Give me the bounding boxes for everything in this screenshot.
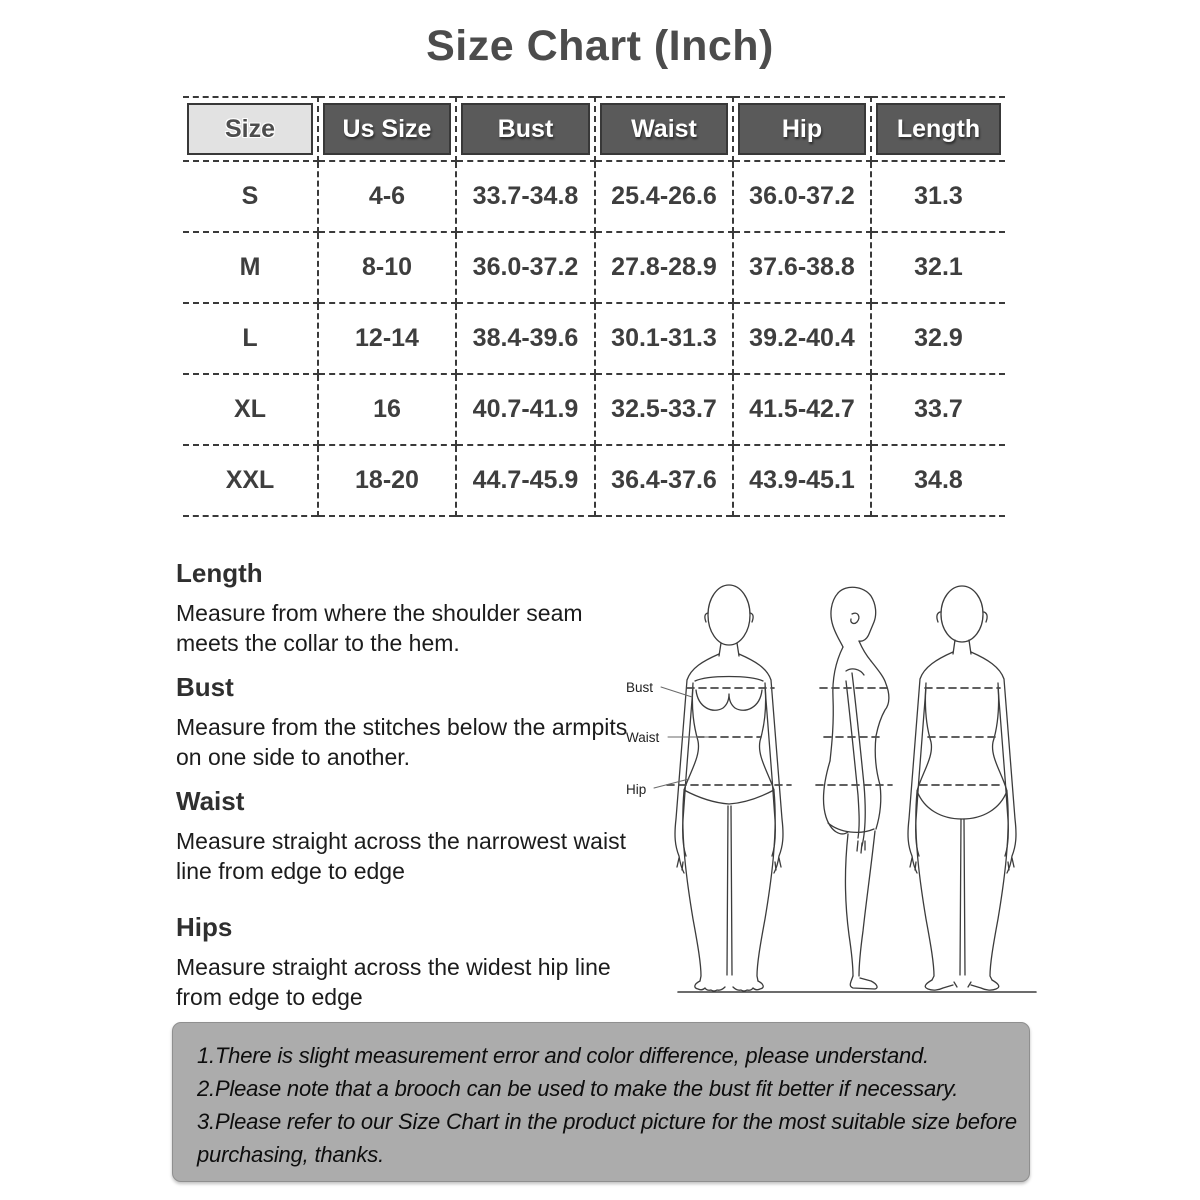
cell-length: 32.9 (871, 303, 1005, 374)
table-header-row (183, 97, 1005, 161)
waist-line-label: Waist (626, 730, 660, 745)
note-line-1: 1.There is slight measurement error and color difference, please understand. (197, 1043, 929, 1068)
note-line-3: 3.Please refer to our Size Chart in the product picture for the most suitable size before purchasing, thanks. (197, 1109, 1017, 1167)
cell-size: XXL (183, 445, 318, 516)
figure-side-view (823, 587, 888, 989)
header-length (871, 97, 1005, 161)
measure-instructions (176, 558, 631, 1026)
hip-line-label: Hip (626, 782, 647, 797)
cell-length: 34.8 (914, 466, 963, 494)
cell-length: 33.7 (871, 374, 1005, 445)
size-chart-table (183, 96, 1005, 517)
cell-us-size: 16 (318, 374, 456, 445)
cell-size: XL (183, 374, 318, 445)
instruction-hips-heading: Hips (176, 912, 233, 942)
figure-back-view (908, 586, 1016, 990)
cell-bust: 33.7-34.8 (456, 161, 595, 232)
cell-waist: 32.5-33.7 (595, 374, 733, 445)
table-row-s (183, 161, 1005, 232)
cell-waist: 30.1-31.3 (595, 303, 733, 374)
cell-waist: 36.4-37.6 (595, 445, 733, 516)
cell-us-size: 12-14 (318, 303, 456, 374)
header-waist-label: Waist (600, 103, 728, 155)
body-measurement-diagram (612, 583, 1042, 1005)
header-waist (595, 97, 733, 161)
header-hip (733, 97, 871, 161)
cell-size: S (183, 161, 318, 232)
cell-hip: 39.2-40.4 (733, 303, 871, 374)
instruction-waist-heading: Waist (176, 786, 245, 816)
instruction-waist (176, 786, 631, 886)
header-length-label: Length (876, 103, 1001, 155)
cell-bust: 40.7-41.9 (456, 374, 595, 445)
cell-length: 32.1 (871, 232, 1005, 303)
cell-hip: 43.9-45.1 (733, 445, 871, 516)
instruction-length (176, 558, 631, 658)
cell-hip: 41.5-42.7 (733, 374, 871, 445)
page-title: Size Chart (Inch) (426, 22, 774, 70)
header-us-size (318, 97, 456, 161)
instruction-hips (176, 912, 631, 1012)
notes-box (172, 1022, 1030, 1182)
header-bust-label: Bust (461, 103, 590, 155)
cell-us-size: 18-20 (318, 445, 456, 516)
instruction-length-heading: Length (176, 558, 263, 588)
measurement-dashed-lines (667, 688, 1003, 785)
instruction-waist-text: Measure straight across the narrowest waist line from edge to edge (176, 828, 626, 884)
cell-waist: 25.4-26.6 (595, 161, 733, 232)
table-row-xxl (183, 445, 1005, 516)
header-size (183, 97, 318, 161)
header-us-size-label: Us Size (323, 103, 451, 155)
bust-line-label: Bust (626, 680, 654, 695)
instruction-hips-text: Measure straight across the widest hip line from edge to edge (176, 954, 611, 1010)
note-line-2: 2.Please note that a brooch can be used to make the bust fit better if necessary. (197, 1076, 959, 1101)
cell-size: M (183, 232, 318, 303)
header-bust (456, 97, 595, 161)
table-row-m (183, 232, 1005, 303)
cell-length: 31.3 (871, 161, 1005, 232)
cell-hip: 37.6-38.8 (733, 232, 871, 303)
cell-us-size: 4-6 (318, 161, 456, 232)
instruction-bust (176, 672, 631, 772)
cell-bust: 36.0-37.2 (456, 232, 595, 303)
header-hip-label: Hip (738, 103, 866, 155)
table-row-xl (183, 374, 1005, 445)
cell-bust: 38.4-39.6 (456, 303, 595, 374)
cell-waist: 27.8-28.9 (595, 232, 733, 303)
cell-size: L (183, 303, 318, 374)
hip-leader-line (654, 779, 689, 788)
figure-front-view (675, 585, 783, 991)
table-row-l (183, 303, 1005, 374)
header-size-label: Size (187, 103, 313, 155)
cell-hip: 36.0-37.2 (733, 161, 871, 232)
cell-bust: 44.7-45.9 (456, 445, 595, 516)
instruction-bust-text: Measure from the stitches below the armpits on one side to another. (176, 714, 628, 770)
instruction-bust-heading: Bust (176, 672, 234, 702)
cell-us-size: 8-10 (318, 232, 456, 303)
instruction-length-text: Measure from where the shoulder seam meets the collar to the hem. (176, 600, 583, 656)
